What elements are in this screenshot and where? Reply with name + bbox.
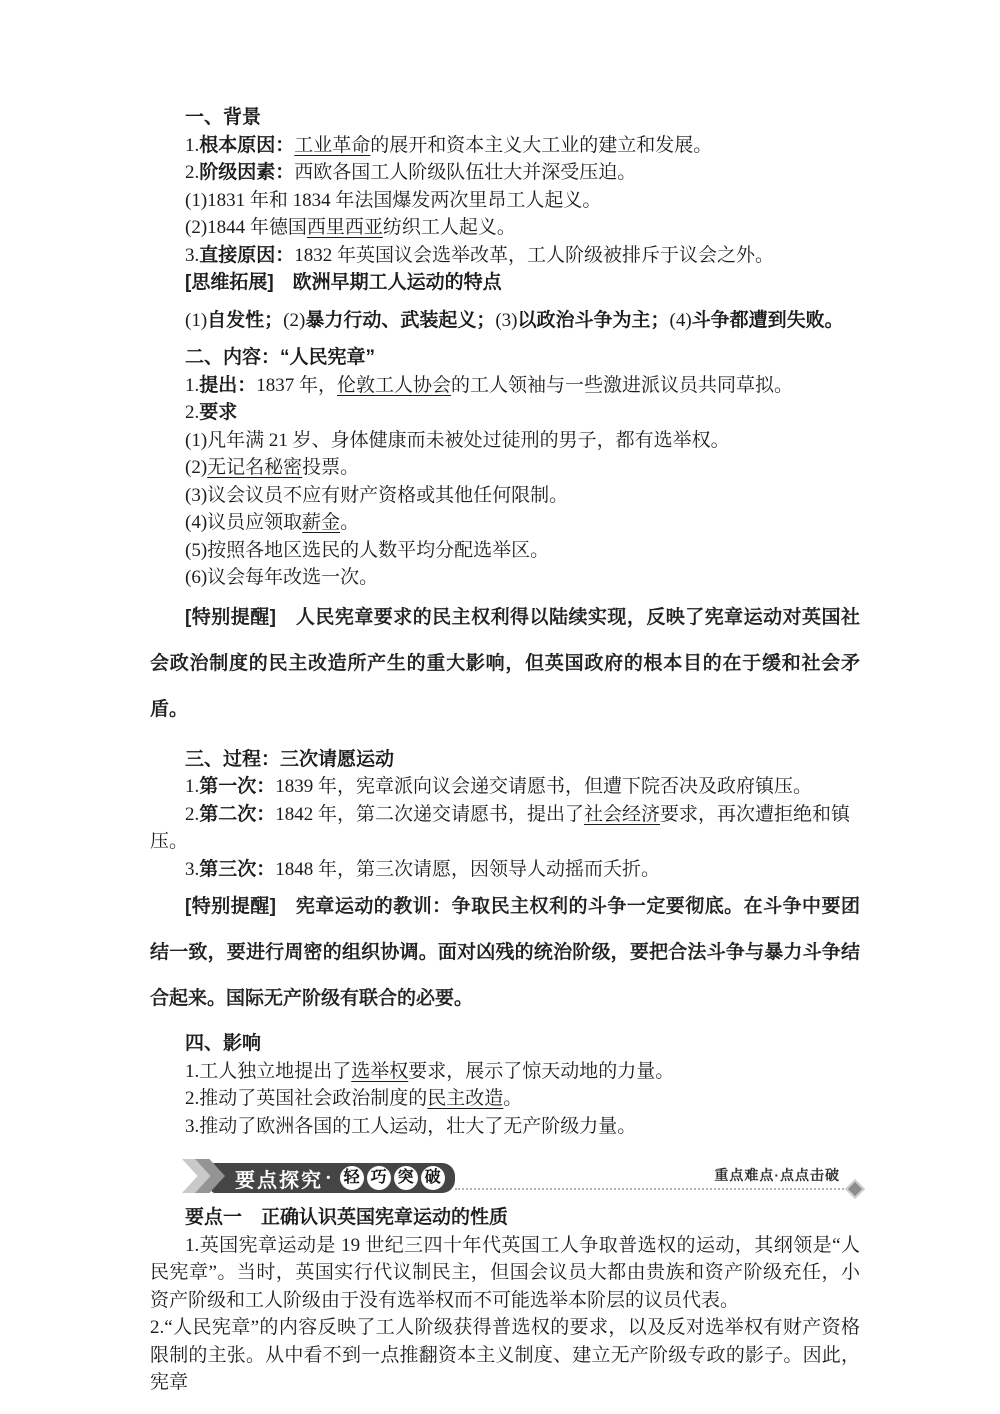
text-line <box>150 482 860 510</box>
text-line <box>150 856 860 884</box>
text-segment: 要求 <box>199 402 238 423</box>
text-segment: 2. <box>185 402 200 423</box>
text-segment: 1. <box>185 776 200 797</box>
text-segment: 阶级因素： <box>199 162 295 183</box>
heading-line <box>150 746 860 774</box>
text-segment: 1842 年，第二次递交请愿书，提出了 <box>275 803 585 825</box>
banner-circle: 破 <box>421 1166 445 1190</box>
text-segment: 1.工人独立地提出了 <box>185 1060 352 1082</box>
text-segment: 1. <box>185 134 200 156</box>
text-line <box>150 187 860 215</box>
banner-circle-group <box>337 1166 445 1190</box>
banner-title: 要点探究 <box>235 1169 323 1192</box>
text-segment: 社会经济 <box>584 803 661 825</box>
banner-circle: 突 <box>394 1166 418 1190</box>
text-line <box>150 1314 860 1397</box>
text-line <box>150 773 860 801</box>
text-line <box>150 801 860 856</box>
text-segment: 暴力行动、武装起义； <box>305 309 496 331</box>
text-line <box>150 372 860 400</box>
text-segment: 西欧各国工人阶级队伍壮大并深受压迫。 <box>294 162 637 183</box>
text-segment: 斗争都遭到失败。 <box>691 309 844 331</box>
text-segment: 要点一 正确认识英国宪章运动的性质 <box>185 1207 509 1228</box>
text-segment: (2) <box>185 457 208 478</box>
text-segment: 的工人领袖与一些激进派议员共同草拟。 <box>451 374 794 396</box>
text-segment: 1832 年英国议会选举改革，工人阶级被排斥于议会之外。 <box>294 244 775 266</box>
banner-separator-dot: · <box>325 1166 332 1189</box>
text-segment: (6)议会每年改选一次。 <box>185 567 379 588</box>
diamond-icon <box>845 1179 865 1199</box>
text-segment: 。 <box>340 512 360 533</box>
text-line <box>150 509 860 537</box>
text-segment: 投票。 <box>302 457 360 478</box>
text-line <box>150 214 860 242</box>
heading-line <box>150 1204 860 1232</box>
heading-line <box>150 1030 860 1058</box>
text-segment: 要求，再次遭拒绝和镇压。 <box>150 803 851 852</box>
text-line <box>150 427 860 455</box>
text-segment: 提出： <box>199 374 257 396</box>
text-line <box>150 159 860 187</box>
text-line <box>150 132 860 160</box>
text-line <box>150 454 860 482</box>
text-segment: 自发性； <box>207 309 284 331</box>
text-segment: 西里西亚 <box>306 217 383 238</box>
text-segment: 二、内容：“人民宪章” <box>185 347 376 368</box>
heading-line <box>150 104 860 132</box>
text-segment: 1837 年， <box>256 374 338 396</box>
text-segment: (3)议会议员不应有财产资格或其他任何限制。 <box>185 484 569 506</box>
banner-circle: 巧 <box>367 1166 391 1190</box>
text-segment: 3.推动了欧洲各国的工人运动，壮大了无产阶级力量。 <box>185 1115 637 1137</box>
text-segment: 欧洲早期工人运动的特点 <box>292 272 502 293</box>
heading-line <box>150 344 860 372</box>
text-segment: 1839 年，宪章派向议会递交请愿书，但遭下院否决及政府镇压。 <box>275 776 813 797</box>
text-segment: (1)1831 年和 1834 年法国爆发两次里昂工人起义。 <box>185 189 602 211</box>
section-banner <box>150 1158 860 1194</box>
text-segment: 工业革命 <box>294 134 371 156</box>
text-line <box>150 595 860 733</box>
text-segment: 无记名秘密 <box>207 457 303 478</box>
text-line <box>150 269 860 297</box>
banner-circle: 轻 <box>340 1166 364 1190</box>
text-segment: 2.“人民宪章”的内容反映了工人阶级获得普选权的要求，以及反对选举权有财产资格限制的主张。从中看不到一点推翻资本主义制度、建立无产阶级专政的影子。因此，宪章 <box>150 1317 860 1393</box>
text-segment: 2. <box>185 162 200 183</box>
text-segment: 直接原因： <box>199 244 295 266</box>
text-segment: 伦敦工人协会 <box>337 374 452 396</box>
text-line <box>150 242 860 270</box>
text-line <box>150 399 860 427</box>
text-segment: (4) <box>669 309 692 331</box>
text-segment: 民主改造 <box>427 1088 504 1109</box>
text-segment: (5)按照各地区选民的人数平均分配选举区。 <box>185 539 550 561</box>
text-segment: (1) <box>185 309 208 331</box>
text-segment: 第一次： <box>199 776 276 797</box>
text-segment: 第三次： <box>199 858 276 880</box>
text-segment: (3) <box>495 309 518 331</box>
text-segment: 3. <box>185 244 200 266</box>
text-segment: 2. <box>185 803 200 825</box>
text-segment: (1)凡年满 21 岁、身体健康而未被处过徒刑的男子，都有选举权。 <box>185 429 730 451</box>
text-line <box>150 307 860 335</box>
text-segment: 薪金 <box>302 512 341 533</box>
text-segment: [特别提醒] 人民宪章要求的民主权利得以陆续实现，反映了宪章运动对英国社会政治制度的民主改造所产生的重大影响，但英国政府的根本目的在于缓和社会矛盾。 <box>150 606 860 720</box>
text-segment: 选举权 <box>351 1060 409 1082</box>
banner-bar <box>211 1163 455 1193</box>
text-segment: 。 <box>503 1088 523 1109</box>
text-segment: 1.英国宪章运动是 19 世纪三四十年代英国工人争取普选权的运动，其纲领是“人民宪章”。当时，英国实行代议制民主，但国会议员大都由贵族和资产阶级充任，小资产阶级和工人阶级由于没有选举权而不可能选举本阶层的议员代表。 <box>150 1234 860 1311</box>
text-segment: 2.推动了英国社会政治制度的 <box>185 1088 428 1109</box>
text-segment: 以政治斗争为主； <box>517 309 670 331</box>
text-line <box>150 1085 860 1113</box>
text-line <box>150 537 860 565</box>
text-segment: 纺织工人起义。 <box>382 217 516 238</box>
text-segment: 三、过程：三次请愿运动 <box>185 748 395 770</box>
text-segment: 根本原因： <box>199 134 295 156</box>
text-segment: 1848 年，第三次请愿，因领导人动摇而夭折。 <box>275 858 661 880</box>
banner-right-label: 重点难点·点点击破 <box>714 1167 840 1183</box>
text-segment: 一、背景 <box>185 107 262 128</box>
text-line <box>150 884 860 1022</box>
text-segment: 四、影响 <box>185 1033 262 1054</box>
text-line <box>150 1232 860 1315</box>
text-segment: 1. <box>185 374 200 396</box>
text-segment: 第二次： <box>199 803 276 825</box>
text-segment: (2) <box>283 309 306 331</box>
dotted-divider <box>455 1188 852 1190</box>
text-line <box>150 1058 860 1086</box>
text-line <box>150 1113 860 1141</box>
text-segment: (4)议员应领取 <box>185 512 303 533</box>
text-segment: [思维拓展] <box>185 272 293 293</box>
text-segment: (2)1844 年德国 <box>185 217 307 238</box>
explore-section <box>0 1200 1000 1397</box>
text-line <box>150 564 860 592</box>
text-segment: 3. <box>185 858 200 880</box>
chevron-icon <box>182 1158 225 1194</box>
text-segment: 的展开和资本主义大工业的建立和发展。 <box>370 134 713 156</box>
banner-tail <box>455 1158 860 1194</box>
text-segment: [特别提醒] 宪章运动的教训：争取民主权利的斗争一定要彻底。在斗争中要团结一致，要进行周密的组织协调。面对凶残的统治阶级，要把合法斗争与暴力斗争结合起来。国际无产阶级有联合的必要。 <box>150 896 860 1009</box>
text-segment: 要求，展示了惊天动地的力量。 <box>408 1060 675 1082</box>
